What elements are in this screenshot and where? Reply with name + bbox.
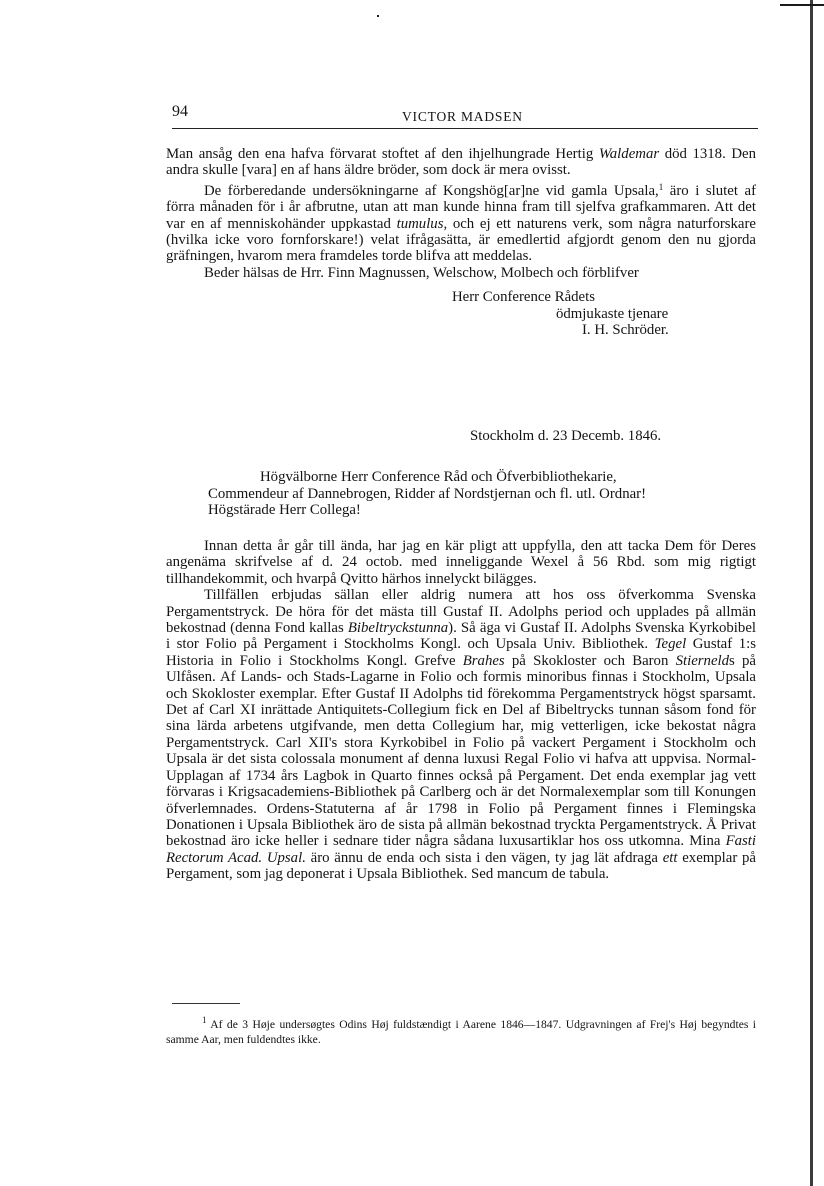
salutation: [208, 469, 756, 519]
closing-phrase: ödmjukaste tjenare: [556, 305, 669, 322]
header-rule: [172, 128, 758, 129]
scan-edge-right: [810, 0, 813, 1186]
dateline: Stockholm d. 23 Decemb. 1846.: [470, 428, 662, 444]
footnote-reference: 1: [658, 181, 664, 192]
footnote-rule: [172, 1003, 240, 1004]
footnote: [166, 1013, 756, 1047]
scan-edge-top-right: [780, 4, 824, 6]
salutation-line-1: Högvälborne Herr Conference Råd och Öfverbibliothekarie,: [260, 469, 617, 485]
footnote-text: Af de 3 Høje undersøgtes Odins Høj fuldstændigt i Aarene 1846—1847. Udgravningen af Frej's Høj begyndtes i samme Aar, men fuldendtes ikke.: [166, 1018, 756, 1046]
letter-two-body: [166, 538, 756, 883]
letter-one-paragraph-2: De förberedande undersökningarne af Kongshög[ar]ne vid gamla Upsala,$^1$ äro i slutet af förra månaden för i år afbrutne, utan att man kunde hinna fram till sjelfva grafkammaren. Att det var en af menniskohänder uppkastad tumulus, och ej ett naturens verk, som några naturforskare (hvilka icke voro fornforskare!) velat ifrågasätta, är emedlertid afgjordt genom den nu gjorda gräfningen, hvarom mera framdeles torde blifva att meddelas.: [166, 181, 757, 265]
scan-dot: [377, 15, 379, 17]
letter-two-paragraph-2: Tillfällen erbjudas sällan eller aldrig numera att hos oss öfverkomma Svenska Pergamentstryck. De höra för det mästa till Gustaf II. Adolphs period och upplades på allmän bekostnad (denna Fond kallas Bibeltryckstunna). Så äga vi Gustaf II. Adolphs Svenska Kyrkobibel i stor Folio på Pergament i Stockholms Kongl. och Upsala Univ. Bibliothek. Tegel Gustaf 1:s Historia in Folio i Stockholms Kongl. Grefve Brahes på Skokloster och Baron Stiernelds på Ulfåsen. Af Lands- och Stads-Lagarne in Folio och formis minoribus finnas i Stockholm, Upsala och Skokloster exemplar. Efter Gustaf II Adolphs tid förekomma Pergamentstryck högst sparsamt. Det af Carl XI inrättade Antiquitets-Collegium fick en Del af Bibeltrycks tunnan såsom fond för sina lärda arbetens utgifvande, men detta Collegium har, mig vetterligen, icke bekostat några Pergamentstryck. Carl XII's stora Kyrkobibel in Folio på vackert Pergament i Stockholm och Upsala är det sista colossala monument af denna luxusi Regal Folio vi hafva att uppvisa. Normal-Upplagan af 1734 års Lagbok in Quarto finnes också på Pergament. Det enda exemplar jag vett förvaras i Krigsacademiens-Bibliothek på Carlberg och är det Normalexemplar som till Konungen öfverlemnades. Ordens-Statuterna af år 1798 in Folio på Pergament finnes i Flemingska Donationen i Upsala Bibliothek äro de sista på allmän bekostnad tryckta Pergamentstryck. Å Privat bekostnad äro icke heller i sednare tider några sådana luxusartiklar hos oss utkomna. Mina Fasti Rectorum Acad. Upsal. äro ännu de enda och sista i den vägen, ty jag lät afdraga ett exemplar på Pergament, som jag deponerat i Upsala Bibliothek. Sed mancum de tabula.: [166, 587, 756, 883]
letter-one: [166, 146, 756, 338]
salutation-line-3: Högstärade Herr Collega!: [208, 502, 361, 519]
closing-addressee: Herr Conference Rådets: [452, 289, 595, 306]
footnote-marker: 1: [202, 1015, 207, 1025]
letter-two-paragraph-1: Innan detta år går till ända, har jag en kär pligt att uppfylla, den att tacka Dem för Deres angenäma skrifvelse af d. 24 octob. med inneliggande Wexel å 56 Rbd. som mig rigtigt tillhandekommit, och hvarpå Qvitto härhos innelyckt bilägges.: [166, 538, 756, 587]
running-head: VICTOR MADSEN: [402, 109, 523, 124]
page-number: 94: [172, 103, 188, 120]
letter-one-paragraph-1: Man ansåg den ena hafva förvarat stoftet af den ihjelhungrade Hertig Waldemar död 1318. Den andra skulle [vara] en af hans äldre bröder, som dock är mera ovisst.: [166, 146, 756, 179]
salutation-line-2: Commendeur af Dannebrogen, Ridder af Nordstjernan och fl. utl. Ordnar!: [208, 485, 647, 502]
signature: I. H. Schröder.: [582, 322, 669, 339]
letter-one-paragraph-3: Beder hälsas de Hrr. Finn Magnussen, Welschow, Molbech och förblifver: [204, 264, 639, 281]
